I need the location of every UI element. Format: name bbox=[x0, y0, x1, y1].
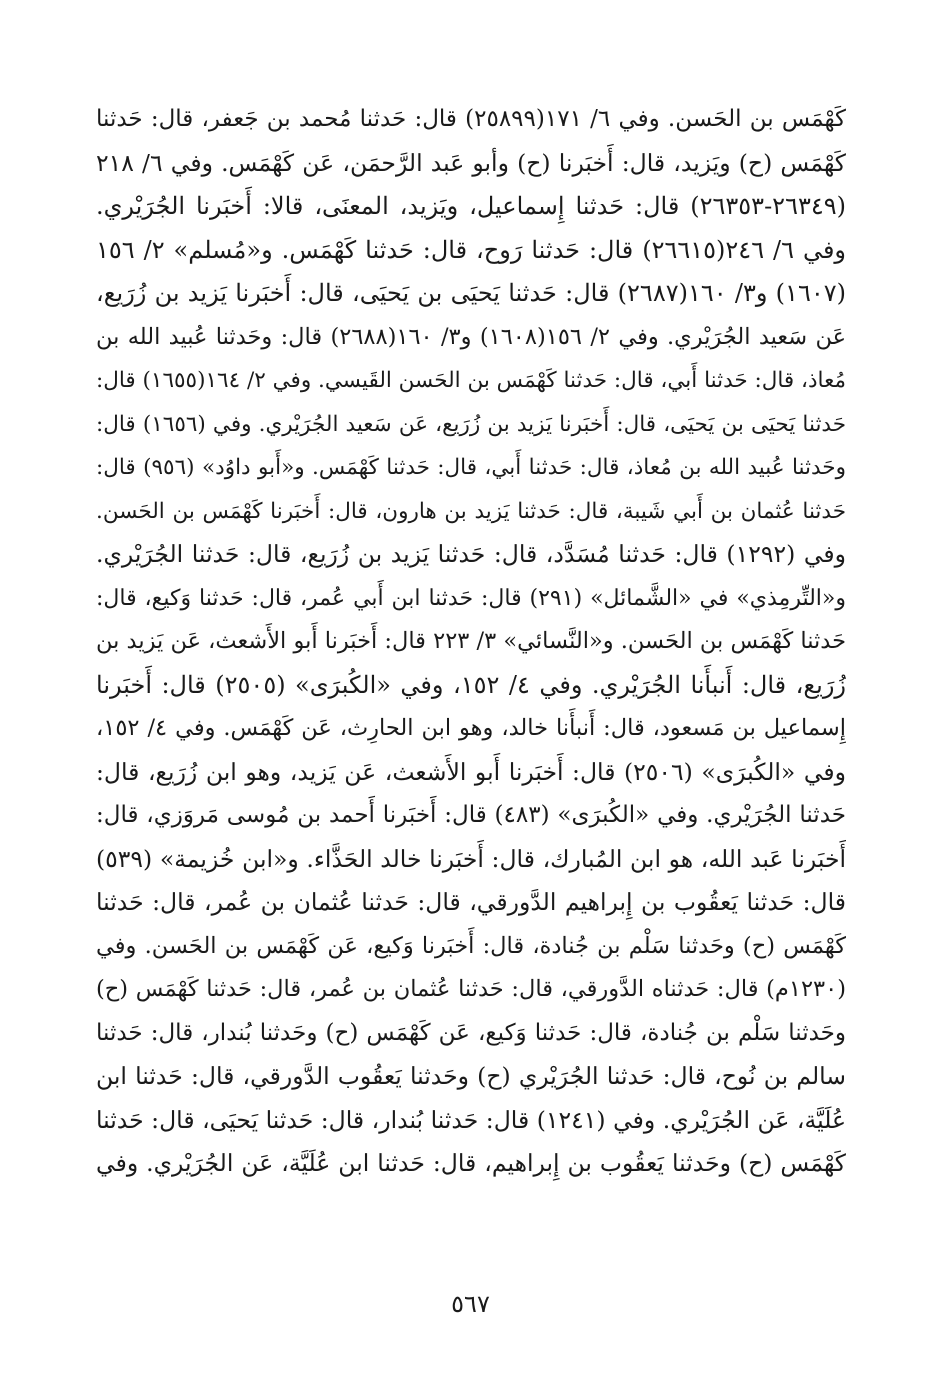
text-line: كَهْمَس (ح) ويَزيد، قال: أَخبَرنا (ح) وأبو عَبد الرَّحمَن، عَن كَهْمَس. وفي ٦/ ٢١٨ bbox=[96, 148, 846, 177]
body-text bbox=[96, 98, 846, 1186]
text-line: وحَدثنا سَلْم بن جُنادة، قال: حَدثنا وَكيع، عَن كَهْمَس (ح) وحَدثنا بُندار، قال: حَدثنا bbox=[96, 1019, 846, 1046]
text-line: إِسماعيل بن مَسعود، قال: أَنبأَنا خالد، وهو ابن الحارِث، عَن كَهْمَس. وفي ٤/ ١٥٢، bbox=[96, 715, 846, 741]
text-line: وفي (١٢٩٢) قال: حَدثنا مُسَدَّد، قال: حَدثنا يَزيد بن زُرَيع، قال: حَدثنا الجُرَيْري. bbox=[96, 540, 846, 568]
text-line: حَدثنا كَهْمَس بن الحَسن. و«النَّسائي» ٣/ ٢٢٣ قال: أَخبَرنا أَبو الأَشعث، عَن يَزيد بن bbox=[96, 628, 846, 654]
text-line: حَدثنا يَحيَى بن يَحيَى، قال: أَخبَرنا يَزيد بن زُرَيع، عَن سَعيد الجُرَيْري. وفي (١٦٥٦) قال: bbox=[96, 411, 846, 437]
text-line: و«التِّرمِذي» في «الشَّمائل» (٢٩١) قال: حَدثنا ابن أَبي عُمر، قال: حَدثنا وَكيع، قال: bbox=[96, 585, 846, 611]
text-line: كَهْمَس (ح) وحَدثنا سَلْم بن جُنادة، قال: أَخبَرنا وَكيع، عَن كَهْمَس بن الحَسن. وفي bbox=[96, 932, 846, 959]
text-line: أَخبَرنا عَبد الله، هو ابن المُبارك، قال: أَخبَرنا خالد الحَذَّاء. و«ابن خُزيمة» (٥٣٩) bbox=[96, 844, 846, 873]
text-line: حَدثنا الجُرَيْري. وفي «الكُبرَى» (٤٨٣) قال: أَخبَرنا أَحمد بن مُوسى مَروَزي، قال: bbox=[96, 802, 846, 828]
text-line: وفي ٦/ ٢٤٦(٢٦٦١٥) قال: حَدثنا رَوح، قال: حَدثنا كَهْمَس. و«مُسلم» ٢/ ١٥٦ bbox=[96, 235, 846, 264]
text-line: عُلَيَّة، عَن الجُرَيْري. وفي (١٢٤١) قال: حَدثنا بُندار، قال: حَدثنا يَحيَى، قال: حَدثنا bbox=[96, 1105, 846, 1134]
text-line: (١٢٣٠م) قال: حَدثناه الدَّورقي، قال: حَدثنا عُثمان بن عُمر، قال: حَدثنا كَهْمَس (ح) bbox=[96, 976, 846, 1002]
text-line: مُعاذ، قال: حَدثنا أَبي، قال: حَدثنا كَهْمَس بن الحَسن القَيسي. وفي ٢/ ١٦٤(١٦٥٥) قال: bbox=[96, 368, 846, 393]
text-line: قال: حَدثنا يَعقُوب بن إِبراهيم الدَّورقي، قال: حَدثنا عُثمان بن عُمر، قال: حَدثنا bbox=[96, 888, 846, 916]
text-line: (١٦٠٧) و٣/ ١٦٠(٢٦٨٧) قال: حَدثنا يَحيَى بن يَحيَى، قال: أَخبَرنا يَزيد بن زُرَيع، bbox=[96, 279, 846, 307]
text-line: زُرَيع، قال: أَنبأَنا الجُرَيْري. وفي ٤/ ١٥٢، وفي «الكُبرَى» (٢٥٠٥) قال: أَخبَرنا bbox=[96, 670, 846, 699]
text-line: كَهْمَس (ح) وحَدثنا يَعقُوب بن إِبراهيم، قال: حَدثنا ابن عُلَيَّة، عَن الجُرَيْري. وفي bbox=[96, 1149, 846, 1177]
text-line: عَن سَعيد الجُرَيْري. وفي ٢/ ١٥٦(١٦٠٨) و٣/ ١٦٠(٢٦٨٨) قال: وحَدثنا عُبيد الله بن bbox=[96, 323, 846, 350]
text-line: وحَدثنا عُبيد الله بن مُعاذ، قال: حَدثنا أَبي، قال: حَدثنا كَهْمَس. و«أَبو داوُد» (٩٥٦) قال: bbox=[96, 455, 846, 480]
text-line: كَهْمَس بن الحَسن. وفي ٦/ ١٧١(٢٥٨٩٩) قال: حَدثنا مُحمد بن جَعفر، قال: حَدثنا bbox=[96, 106, 846, 132]
text-line: (٢٦٣٤٩-٢٦٣٥٣) قال: حَدثنا إِسماعيل، ويَزيد، المعنَى، قالا: أَخبَرنا الجُرَيْري. bbox=[96, 192, 846, 220]
text-line: وفي «الكُبرَى» (٢٥٠٦) قال: أَخبَرنا أَبو الأَشعث، عَن يَزيد، وهو ابن زُرَيع، قال: bbox=[96, 757, 846, 786]
text-line: حَدثنا عُثمان بن أَبي شَيبة، قال: حَدثنا يَزيد بن هارون، قال: أَخبَرنا كَهْمَس بن الحَسن. bbox=[96, 498, 846, 524]
text-line: سالم بن نُوح، قال: حَدثنا الجُرَيْري (ح) وحَدثنا يَعقُوب الدَّورقي، قال: حَدثنا ابن bbox=[96, 1062, 846, 1090]
page-number: ٥٦٧ bbox=[451, 1290, 490, 1318]
